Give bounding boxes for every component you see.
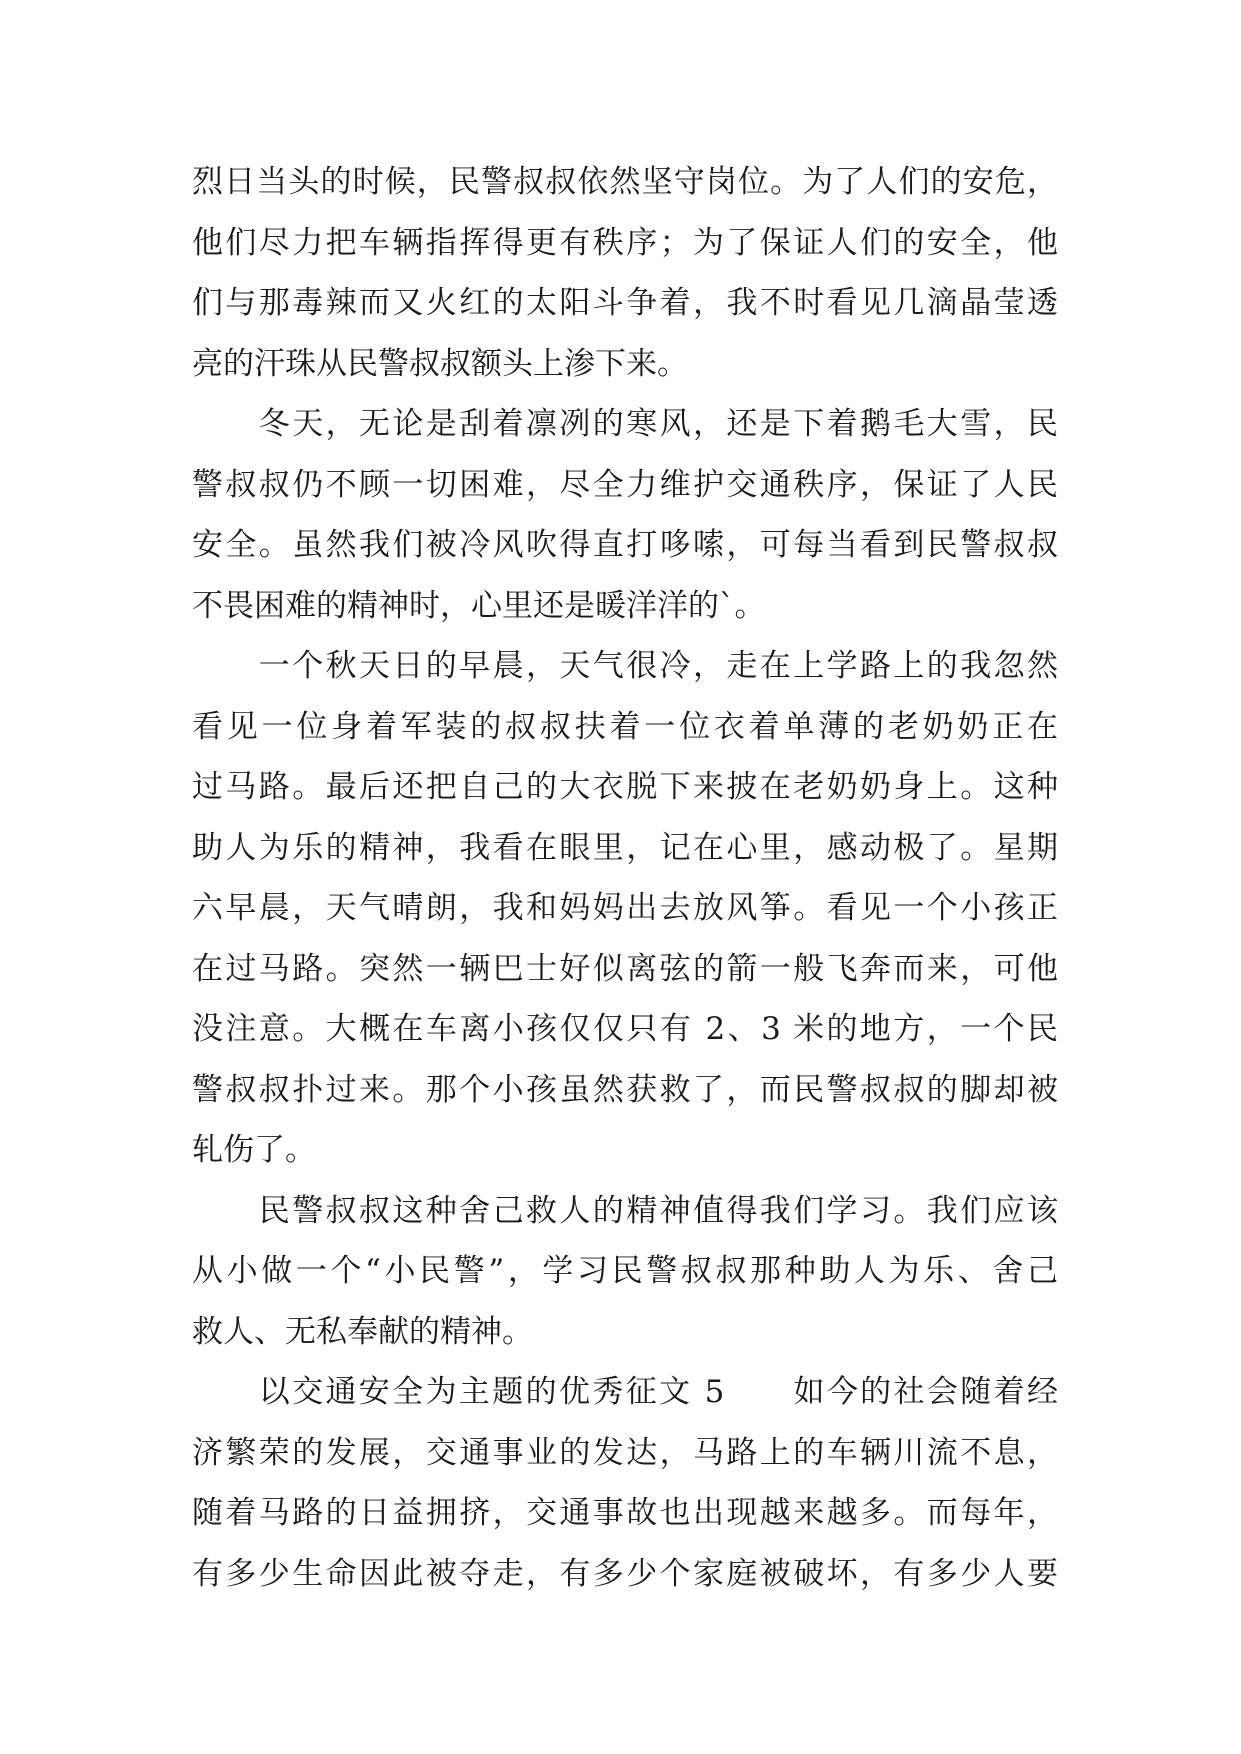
text-line: 随着马路的日益拥挤，交通事故也出现越来越多。而每年， [192, 1495, 1058, 1531]
article-body [192, 152, 1058, 1604]
text-line: 他们尽力把车辆指挥得更有秩序；为了保证人们的安全，他 [192, 224, 1058, 261]
text-line: 看见一位身着军装的叔叔扶着一位衣着单薄的老奶奶正在 [192, 708, 1058, 745]
text-line: 们与那毒辣而又火红的太阳斗争着，我不时看见几滴晶莹透 [192, 285, 1058, 321]
text-line: 以交通安全为主题的优秀征文 5 如今的社会随着经 [192, 1374, 1058, 1410]
text-line: 济繁荣的发展，交通事业的发达，马路上的车辆川流不息， [192, 1434, 1058, 1471]
text-line: 安全。虽然我们被冷风吹得直打哆嗦，可每当看到民警叔叔 [192, 527, 1058, 563]
text-line: 民警叔叔这种舍己救人的精神值得我们学习。我们应该 [192, 1192, 1058, 1229]
text-line: 烈日当头的时候，民警叔叔依然坚守岗位。为了人们的安危， [192, 164, 1058, 200]
text-line: 警叔叔扑过来。那个小孩虽然获救了，而民警叔叔的脚却被 [192, 1071, 1058, 1108]
text-line: 六早晨，天气晴朗，我和妈妈出去放风筝。看见一个小孩正 [192, 890, 1058, 926]
text-line: 在过马路。突然一辆巴士好似离弦的箭一般飞奔而来，可他 [192, 950, 1058, 987]
text-line: 不畏困难的精神时，心里还是暖洋洋的`。 [192, 587, 766, 624]
text-line: 有多少生命因此被夺走，有多少个家庭被破坏，有多少人要 [192, 1555, 1058, 1592]
text-line: 冬天，无论是刮着凛冽的寒风，还是下着鹅毛大雪，民 [192, 406, 1058, 442]
text-line: 没注意。大概在车离小孩仅仅只有 2、3 米的地方，一个民 [192, 1011, 1058, 1047]
text-line: 过马路。最后还把自己的大衣脱下来披在老奶奶身上。这种 [192, 769, 1058, 805]
text-line: 一个秋天日的早晨，天气很冷，走在上学路上的我忽然 [192, 648, 1058, 684]
text-line: 警叔叔仍不顾一切困难，尽全力维护交通秩序，保证了人民 [192, 466, 1058, 503]
text-line: 助人为乐的精神，我看在眼里，记在心里，感动极了。星期 [192, 829, 1058, 866]
text-line: 轧伤了。 [192, 1132, 316, 1168]
text-line: 亮的汗珠从民警叔叔额头上渗下来。 [192, 345, 688, 382]
text-line: 救人、无私奉献的精神。 [192, 1313, 533, 1350]
text-line: 从小做一个“小民警”，学习民警叔叔那种助人为乐、舍己 [192, 1253, 1058, 1289]
